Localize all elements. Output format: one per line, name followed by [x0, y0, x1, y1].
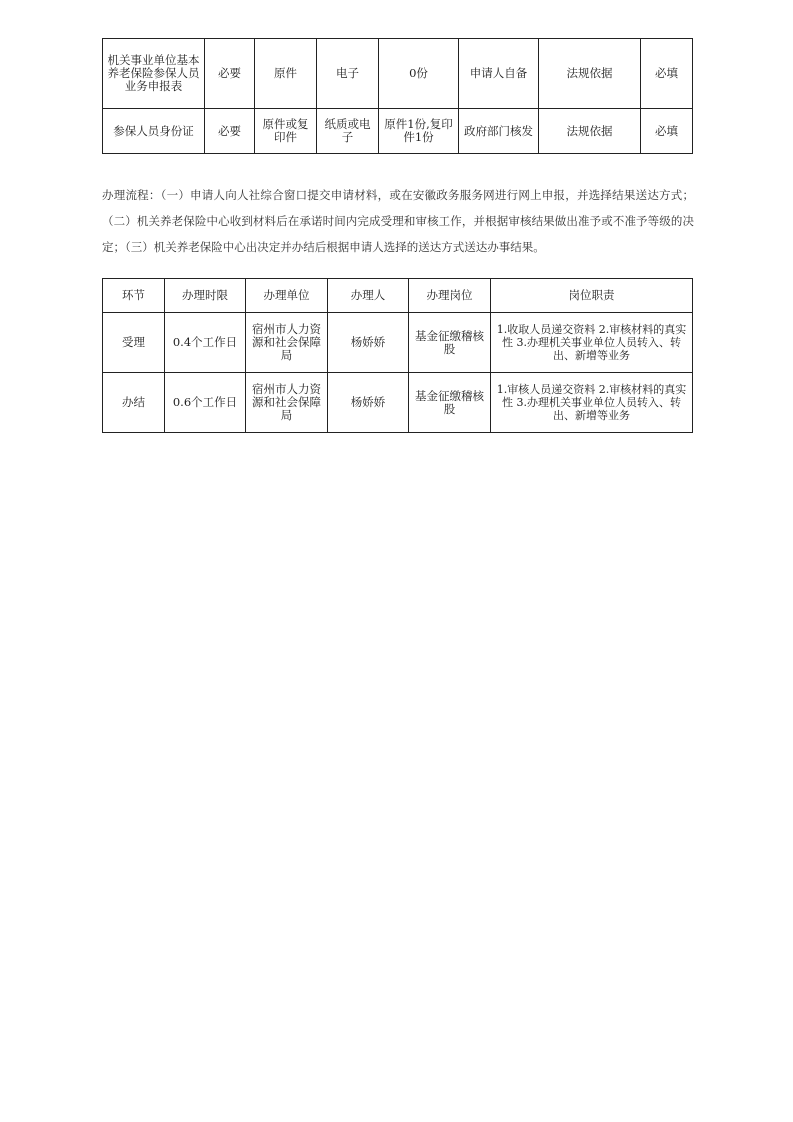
material-fill: 必填 — [641, 109, 693, 154]
material-form: 原件 — [255, 39, 317, 109]
material-form: 原件或复印件 — [255, 109, 317, 154]
material-quantity: 0份 — [379, 39, 459, 109]
table-row — [103, 313, 693, 373]
header-duty: 岗位职责 — [491, 279, 693, 313]
steps-table — [102, 278, 693, 433]
table-row — [103, 109, 693, 154]
step-unit: 宿州市人力资源和社会保障局 — [246, 373, 328, 433]
step-stage: 受理 — [103, 313, 165, 373]
step-duty: 1.审核人员递交资料 2.审核材料的真实性 3.办理机关事业单位人员转入、转出、新增等业务 — [491, 373, 693, 433]
header-unit: 办理单位 — [246, 279, 328, 313]
material-name: 机关事业单位基本养老保险参保人员业务申报表 — [103, 39, 205, 109]
header-post: 办理岗位 — [409, 279, 491, 313]
step-time-limit: 0.4个工作日 — [165, 313, 246, 373]
material-fill: 必填 — [641, 39, 693, 109]
material-necessity: 必要 — [205, 109, 255, 154]
table-row — [103, 373, 693, 433]
step-unit: 宿州市人力资源和社会保障局 — [246, 313, 328, 373]
step-post: 基金征缴稽核股 — [409, 373, 491, 433]
step-handler: 杨娇娇 — [328, 313, 409, 373]
materials-table — [102, 38, 693, 154]
material-carrier: 电子 — [317, 39, 379, 109]
material-name: 参保人员身份证 — [103, 109, 205, 154]
header-stage: 环节 — [103, 279, 165, 313]
process-description: 办理流程：（一）申请人向人社综合窗口提交申请材料，或在安徽政务服务网进行网上申报，并选择结果送达方式；（二）机关养老保险中心收到材料后在承诺时间内完成受理和审核工作，并根据审核结果做出准予或不准予等级的决定；（三）机关养老保险中心出决定并办结后根据申请人选择的送达方式送达办事结果。 — [102, 188, 694, 254]
material-source: 政府部门核发 — [459, 109, 539, 154]
material-basis: 法规依据 — [539, 39, 641, 109]
step-time-limit: 0.6个工作日 — [165, 373, 246, 433]
header-time-limit: 办理时限 — [165, 279, 246, 313]
material-basis: 法规依据 — [539, 109, 641, 154]
header-handler: 办理人 — [328, 279, 409, 313]
material-necessity: 必要 — [205, 39, 255, 109]
material-quantity: 原件1份,复印件1份 — [379, 109, 459, 154]
material-source: 申请人自备 — [459, 39, 539, 109]
table-header-row — [103, 279, 693, 313]
step-handler: 杨娇娇 — [328, 373, 409, 433]
material-carrier: 纸质或电子 — [317, 109, 379, 154]
table-row — [103, 39, 693, 109]
step-post: 基金征缴稽核股 — [409, 313, 491, 373]
step-stage: 办结 — [103, 373, 165, 433]
step-duty: 1.收取人员递交资料 2.审核材料的真实性 3.办理机关事业单位人员转入、转出、新增等业务 — [491, 313, 693, 373]
